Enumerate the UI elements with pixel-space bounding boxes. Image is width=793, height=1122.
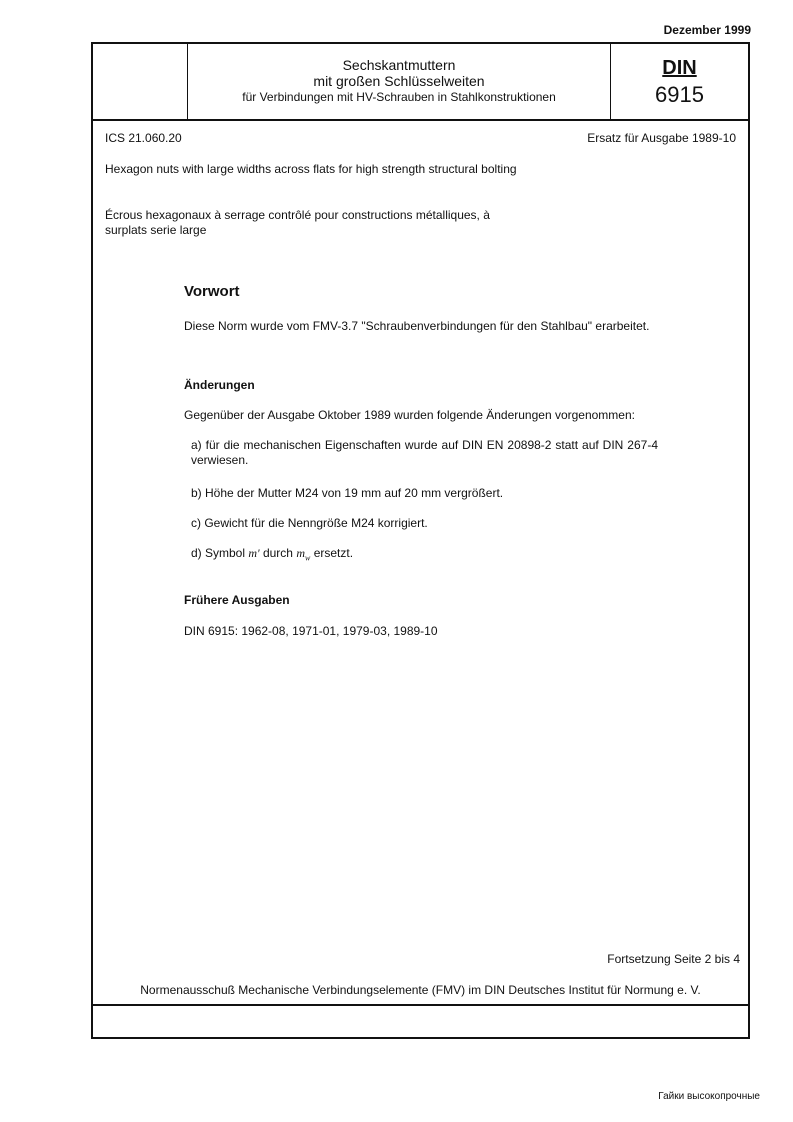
fruehere-ausgaben-text: DIN 6915: 1962-08, 1971-01, 1979-03, 1989-10 xyxy=(184,624,438,638)
change-item-a: a) für die mechanischen Eigenschaften wurde auf DIN EN 20898-2 statt auf DIN 267-4 verwiesen. xyxy=(191,438,658,467)
symbol-old: m' xyxy=(248,546,260,560)
change-item-c: c) Gewicht für die Nenngröße M24 korrigiert. xyxy=(191,516,428,530)
continuation-note: Fortsetzung Seite 2 bis 4 xyxy=(607,952,740,966)
din-logo: DIN xyxy=(662,57,697,79)
item-d-mid: durch xyxy=(262,546,293,560)
ics-row xyxy=(105,131,736,145)
din-number-cell xyxy=(611,44,748,119)
aenderungen-intro: Gegenüber der Ausgabe Oktober 1989 wurden folgende Änderungen vorgenommen: xyxy=(184,408,635,422)
aenderungen-heading: Änderungen xyxy=(184,378,255,392)
title-english: Hexagon nuts with large widths across flats for high strength structural bolting xyxy=(105,162,517,176)
symbol-new-subscript: w xyxy=(305,553,311,563)
fruehere-ausgaben-heading: Frühere Ausgaben xyxy=(184,593,290,607)
title-block xyxy=(93,44,748,121)
title-french: Écrous hexagonaux à serrage contrôlé pour constructions métalliques, à surplats serie large xyxy=(105,208,490,237)
document-frame xyxy=(91,42,750,1039)
symbol-new xyxy=(296,546,311,563)
standard-number: 6915 xyxy=(655,82,704,107)
ics-code: ICS 21.060.20 xyxy=(105,131,182,145)
item-d-prefix: d) Symbol xyxy=(191,546,246,560)
vorwort-heading: Vorwort xyxy=(184,283,240,300)
change-item-b: b) Höhe der Mutter M24 von 19 mm auf 20 mm vergrößert. xyxy=(191,486,504,500)
change-item-d xyxy=(191,546,658,565)
title-line-2: mit großen Schlüsselweiten xyxy=(313,73,485,89)
issue-date: Dezember 1999 xyxy=(663,23,751,37)
title-block-center-cell xyxy=(188,44,611,119)
title-line-1: Sechskantmuttern xyxy=(342,57,456,73)
footer-divider xyxy=(93,1004,748,1006)
title-line-3: für Verbindungen mit HV-Schrauben in Stahlkonstruktionen xyxy=(242,90,556,104)
title-block-left-cell xyxy=(93,44,188,119)
vorwort-text: Diese Norm wurde vom FMV-3.7 "Schraubenverbindungen für den Stahlbau" erarbeitet. xyxy=(184,319,650,333)
bottom-note: Гайки высокопрочные xyxy=(658,1091,760,1102)
replaces-edition: Ersatz für Ausgabe 1989-10 xyxy=(587,131,736,145)
symbol-new-base: m xyxy=(296,546,305,560)
committee-line: Normenausschuß Mechanische Verbindungselemente (FMV) im DIN Deutsches Institut für Normung e. V. xyxy=(140,983,701,997)
item-d-suffix: ersetzt. xyxy=(313,546,354,560)
